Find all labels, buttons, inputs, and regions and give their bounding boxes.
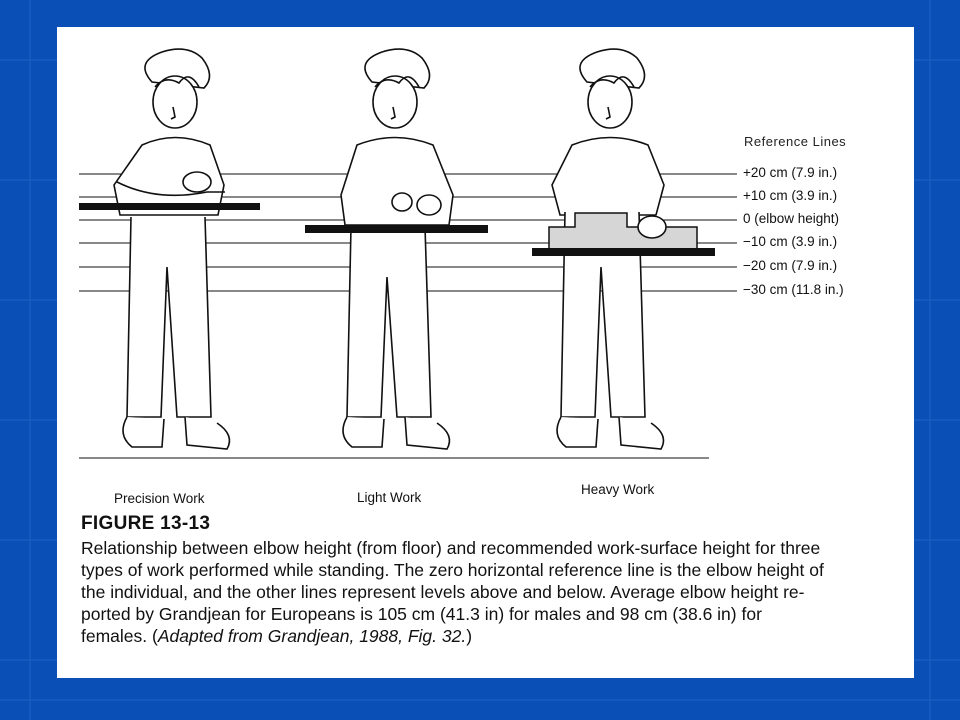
- caption-line: types of work performed while standing. The zero horizontal reference line is the elbow height of: [81, 560, 824, 580]
- light-work-surface: [305, 225, 488, 233]
- precision-work-surface: [79, 203, 260, 210]
- reference-label-minus20: −20 cm (7.9 in.): [743, 258, 838, 273]
- caption-last-suffix: ): [466, 626, 473, 646]
- slide-panel: [57, 27, 914, 678]
- heavy-work-surface: [532, 248, 715, 256]
- light-work-label: Light Work: [357, 490, 422, 505]
- caption-line-last: [81, 625, 911, 647]
- caption-citation: Adapted from Grandjean, 1988, Fig. 32.: [157, 626, 467, 646]
- reference-label-minus10: −10 cm (3.9 in.): [743, 234, 838, 249]
- reference-label-zero: 0 (elbow height): [743, 211, 840, 226]
- precision-work-figure: [114, 49, 229, 449]
- figure-caption-body: [81, 537, 911, 647]
- caption-last-prefix: females. (: [81, 626, 158, 646]
- reference-lines-title: Reference Lines: [744, 134, 847, 149]
- reference-label-plus20: +20 cm (7.9 in.): [743, 165, 838, 180]
- heavy-work-label: Heavy Work: [581, 482, 655, 497]
- figure-caption-title: FIGURE 13-13: [81, 513, 211, 534]
- reference-label-minus30: −30 cm (11.8 in.): [743, 282, 844, 297]
- caption-line: Relationship between elbow height (from floor) and recommended work-surface height for three: [81, 538, 821, 558]
- caption-line: the individual, and the other lines represent levels above and below. Average elbow height re-: [81, 582, 805, 602]
- light-work-figure: [341, 49, 453, 449]
- precision-work-label: Precision Work: [114, 491, 205, 506]
- reference-label-plus10: +10 cm (3.9 in.): [743, 188, 838, 203]
- caption-line: ported by Grandjean for Europeans is 105 cm (41.3 in) for males and 98 cm (38.6 in) for: [81, 604, 762, 624]
